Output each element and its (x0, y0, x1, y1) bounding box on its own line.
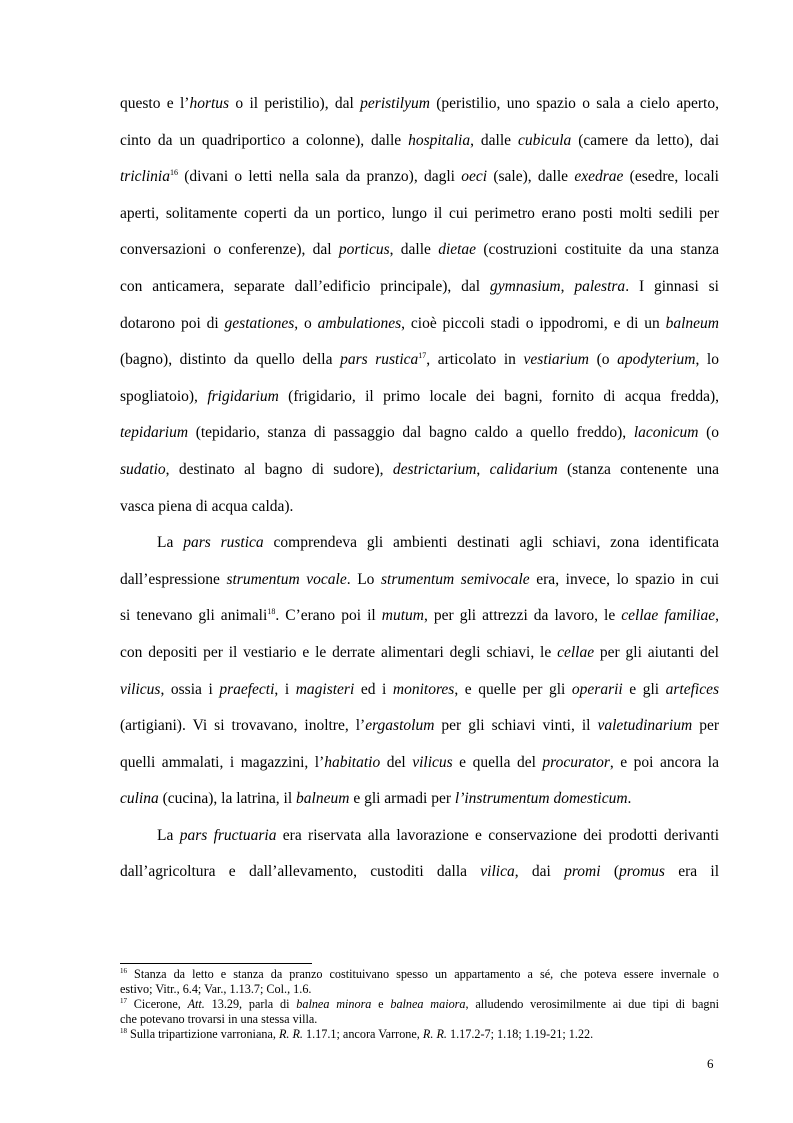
footnote (120, 967, 719, 997)
text-line: con anticamera, separate dall’edificio principale), dal gymnasium, palestra. I ginnasi si (120, 277, 719, 295)
text-line: La pars rustica comprendeva gli ambienti destinati agli schiavi, zona identificata (157, 534, 719, 552)
text-line: culina (cucina), la latrina, il balneum e gli armadi per l’instrumentum domesticum. (120, 790, 632, 808)
text-line: aperti, solitamente coperti da un portico, lungo il cui perimetro erano posti molti sedili per (120, 204, 719, 222)
text-line: con depositi per il vestiario e le derrate alimentari degli schiavi, le cellae per gli aiutanti del (120, 643, 719, 661)
text-line: vilicus, ossia i praefecti, i magisteri ed i monitores, e quelle per gli operarii e gli artefices (120, 680, 720, 698)
text-line: (artigiani). Vi si trovavano, inoltre, l’ergastolum per gli schiavi vinti, il valetudinarium per (120, 717, 719, 735)
footnote-text: Sulla tripartizione varroniana, R. R. 1.17.1; ancora Varrone, R. R. 1.17.2-7; 1.18; 1.19-21; 1.22. (130, 1027, 594, 1041)
text-line: dall’agricoltura e dall’allevamento, custoditi dalla vilica, dai promi (promus era il (120, 863, 720, 881)
footnote (120, 997, 719, 1027)
footnote-text: Cicerone, Att. 13.29, parla di balnea minora e balnea maiora, alludendo verosimilmente ai due tipi di bagni (133, 997, 720, 1011)
footnote-text: Stanza da letto e stanza da pranzo costituivano spesso un appartamento a sé, che poteva essere invernale o (134, 967, 719, 981)
text-line: triclinia$^{16}$ (divani o letti nella sala da pranzo), dagli oeci (sale), dalle exedrae (esedre, locali (120, 168, 719, 186)
footnote-line: che potevano trovarsi in una stessa villa. (120, 1012, 318, 1026)
text-line: dall’espressione strumentum vocale. Lo strumentum semivocale era, invece, lo spazio in cui (120, 570, 720, 588)
text-line: La pars fructuaria era riservata alla lavorazione e conservazione dei prodotti derivanti (157, 826, 719, 844)
footnote-line (120, 967, 719, 982)
paragraph (120, 525, 719, 818)
footnote-line: estivo; Vitr., 6.4; Var., 1.13.7; Col., 1.6. (120, 982, 312, 996)
text-line: si tenevano gli animali$^{18}$. C’erano poi il mutum, per gli attrezzi da lavoro, le cellae familiae, (120, 607, 719, 625)
text-line: tepidarium (tepidario, stanza di passaggio dal bagno caldo a quello freddo), laconicum (o (120, 424, 719, 442)
footnote-number: 17 (120, 997, 127, 1005)
footnote-number: 16 (120, 967, 127, 975)
body-text (120, 86, 719, 891)
paragraph (120, 86, 719, 525)
text-line: quelli ammalati, i magazzini, l’habitatio del vilicus e quella del procurator, e poi ancora la (120, 753, 719, 771)
text-line: (bagno), distinto da quello della pars rustica$^{17}$, articolato in vestiarium (o apodyterium, lo (120, 351, 719, 369)
text-line: spogliatoio), frigidarium (frigidario, il primo locale dei bagni, fornito di acqua fredda), (120, 387, 719, 405)
footnote-separator (120, 963, 312, 964)
footnote (120, 1027, 719, 1042)
text-line: dotarono poi di gestationes, o ambulationes, cioè piccoli stadi o ippodromi, e di un balneum (120, 314, 720, 332)
page-number: 6 (707, 1056, 714, 1071)
text-line: sudatio, destinato al bagno di sudore), destrictarium, calidarium (stanza contenente una (120, 460, 720, 478)
footnote-number: 18 (120, 1027, 127, 1035)
footnote-line (120, 1027, 719, 1042)
footnote-line (120, 997, 719, 1012)
text-line: conversazioni o conferenze), dal porticus, dalle dietae (costruzioni costituite da una stanza (120, 241, 719, 259)
text-line: vasca piena di acqua calda). (120, 497, 294, 515)
paragraph (120, 818, 719, 891)
text-line: cinto da un quadriportico a colonne), dalle hospitalia, dalle cubicula (camere da letto), dai (120, 131, 719, 149)
footnotes (120, 967, 719, 1042)
text-line: questo e l’hortus o il peristilio), dal peristilyum (peristilio, uno spazio o sala a cielo aperto, (120, 95, 719, 112)
